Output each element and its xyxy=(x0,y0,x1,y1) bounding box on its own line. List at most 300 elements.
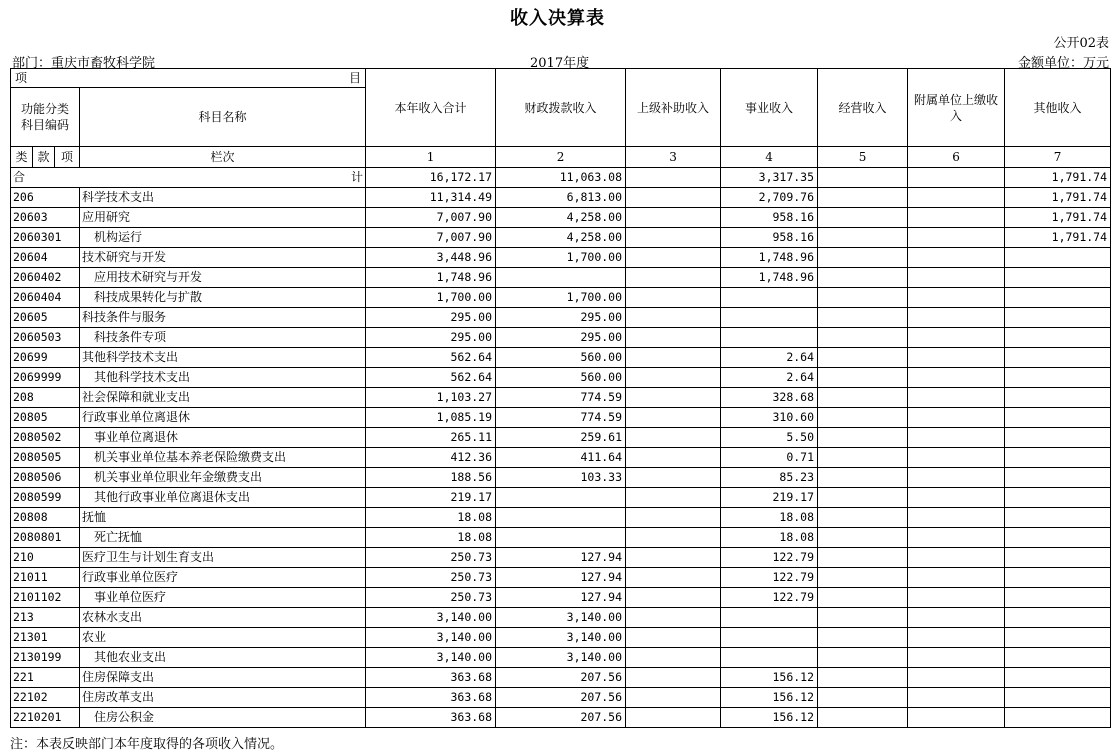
subject-name: 住房公积金 xyxy=(80,708,366,728)
value-cell-col-1: 250.73 xyxy=(366,588,496,608)
subject-name: 技术研究与开发 xyxy=(80,248,366,268)
column-number-row xyxy=(11,147,1111,168)
value-cell-col-1: 18.08 xyxy=(366,528,496,548)
value-cell-col-6 xyxy=(908,288,1005,308)
value-cell-col-1: 250.73 xyxy=(366,548,496,568)
value-cell-col-4: 1,748.96 xyxy=(721,268,818,288)
subject-name: 其他科学技术支出 xyxy=(80,348,366,368)
col-header-3: 上级补助收入 xyxy=(626,69,721,147)
value-cell-col-7 xyxy=(1005,368,1111,388)
total-label xyxy=(11,168,366,188)
value-cell-col-4: 2.64 xyxy=(721,368,818,388)
value-cell-col-3 xyxy=(626,448,721,468)
value-cell-col-4: 156.12 xyxy=(721,668,818,688)
value-cell-col-3 xyxy=(626,248,721,268)
value-cell-col-2: 295.00 xyxy=(496,308,626,328)
value-cell-col-3 xyxy=(626,628,721,648)
value-cell-col-1: 219.17 xyxy=(366,488,496,508)
value-cell-col-6 xyxy=(908,468,1005,488)
subject-code: 2060301 xyxy=(11,228,80,248)
value-cell-col-1: 265.11 xyxy=(366,428,496,448)
subject-code: 20805 xyxy=(11,408,80,428)
subject-name: 事业单位离退休 xyxy=(80,428,366,448)
value-cell-col-5 xyxy=(818,368,908,388)
value-cell-col-7 xyxy=(1005,568,1111,588)
subject-code: 208 xyxy=(11,388,80,408)
value-cell-col-2: 6,813.00 xyxy=(496,188,626,208)
value-cell-col-3 xyxy=(626,468,721,488)
value-cell-col-5 xyxy=(818,328,908,348)
subject-name: 行政事业单位医疗 xyxy=(80,568,366,588)
value-cell-col-6 xyxy=(908,188,1005,208)
value-cell-col-6 xyxy=(908,388,1005,408)
value-cell-col-5 xyxy=(818,408,908,428)
total-value-1: 16,172.17 xyxy=(366,168,496,188)
subject-code: 2080599 xyxy=(11,488,80,508)
value-cell-col-6 xyxy=(908,688,1005,708)
value-cell-col-5 xyxy=(818,508,908,528)
value-cell-col-4: 18.08 xyxy=(721,528,818,548)
subject-code: 2130199 xyxy=(11,648,80,668)
subject-name: 抚恤 xyxy=(80,508,366,528)
col-header-4: 事业收入 xyxy=(721,69,818,147)
subject-name: 机关事业单位职业年金缴费支出 xyxy=(80,468,366,488)
value-cell-col-6 xyxy=(908,408,1005,428)
table-row xyxy=(11,348,1111,368)
value-cell-col-2 xyxy=(496,268,626,288)
value-cell-col-4 xyxy=(721,328,818,348)
department-label: 部门：重庆市畜牧科学院 xyxy=(12,56,156,71)
value-cell-col-4: 958.16 xyxy=(721,228,818,248)
value-cell-col-1: 363.68 xyxy=(366,688,496,708)
value-cell-col-7: 1,791.74 xyxy=(1005,188,1111,208)
col-number-2: 2 xyxy=(496,147,626,168)
value-cell-col-5 xyxy=(818,428,908,448)
value-cell-col-2: 3,140.00 xyxy=(496,648,626,668)
value-cell-col-7 xyxy=(1005,388,1111,408)
value-cell-col-7 xyxy=(1005,488,1111,508)
value-cell-col-6 xyxy=(908,348,1005,368)
table-row xyxy=(11,588,1111,608)
value-cell-col-5 xyxy=(818,188,908,208)
value-cell-col-5 xyxy=(818,248,908,268)
value-cell-col-6 xyxy=(908,328,1005,348)
value-cell-col-6 xyxy=(908,708,1005,728)
value-cell-col-4: 122.79 xyxy=(721,548,818,568)
value-cell-col-1: 18.08 xyxy=(366,508,496,528)
subject-code: 21301 xyxy=(11,628,80,648)
value-cell-col-5 xyxy=(818,548,908,568)
total-value-6 xyxy=(908,168,1005,188)
table-row xyxy=(11,228,1111,248)
subject-name: 机构运行 xyxy=(80,228,366,248)
value-cell-col-2: 295.00 xyxy=(496,328,626,348)
xiangmu-header xyxy=(11,69,366,88)
value-cell-col-4: 2.64 xyxy=(721,348,818,368)
form-number: 公开02表 xyxy=(1053,36,1109,51)
value-cell-col-2: 411.64 xyxy=(496,448,626,468)
value-cell-col-4 xyxy=(721,308,818,328)
value-cell-col-2 xyxy=(496,528,626,548)
value-cell-col-5 xyxy=(818,228,908,248)
subject-code: 22102 xyxy=(11,688,80,708)
year-label: 2017年度 xyxy=(530,56,590,71)
subject-code: 210 xyxy=(11,548,80,568)
value-cell-col-5 xyxy=(818,308,908,328)
value-cell-col-6 xyxy=(908,428,1005,448)
subject-name: 农林水支出 xyxy=(80,608,366,628)
value-cell-col-2: 1,700.00 xyxy=(496,288,626,308)
table-row xyxy=(11,688,1111,708)
value-cell-col-5 xyxy=(818,348,908,368)
col-number-5: 5 xyxy=(818,147,908,168)
total-value-4: 3,317.35 xyxy=(721,168,818,188)
value-cell-col-2: 774.59 xyxy=(496,408,626,428)
value-cell-col-7 xyxy=(1005,268,1111,288)
value-cell-col-1: 250.73 xyxy=(366,568,496,588)
value-cell-col-5 xyxy=(818,388,908,408)
value-cell-col-5 xyxy=(818,448,908,468)
col-header-2: 财政拨款收入 xyxy=(496,69,626,147)
subject-code: 2060402 xyxy=(11,268,80,288)
value-cell-col-3 xyxy=(626,508,721,528)
value-cell-col-4 xyxy=(721,648,818,668)
value-cell-col-3 xyxy=(626,668,721,688)
value-cell-col-2: 259.61 xyxy=(496,428,626,448)
value-cell-col-2: 4,258.00 xyxy=(496,208,626,228)
subject-name: 应用研究 xyxy=(80,208,366,228)
table-row xyxy=(11,568,1111,588)
value-cell-col-4: 18.08 xyxy=(721,508,818,528)
value-cell-col-7 xyxy=(1005,628,1111,648)
value-cell-col-6 xyxy=(908,268,1005,288)
value-cell-col-2: 127.94 xyxy=(496,548,626,568)
value-cell-col-4: 5.50 xyxy=(721,428,818,448)
value-cell-col-2 xyxy=(496,488,626,508)
value-cell-col-3 xyxy=(626,608,721,628)
subject-code: 20603 xyxy=(11,208,80,228)
value-cell-col-7 xyxy=(1005,308,1111,328)
subject-code: 2060503 xyxy=(11,328,80,348)
value-cell-col-3 xyxy=(626,708,721,728)
value-cell-col-7: 1,791.74 xyxy=(1005,208,1111,228)
table-row xyxy=(11,508,1111,528)
value-cell-col-6 xyxy=(908,228,1005,248)
col-number-1: 1 xyxy=(366,147,496,168)
subject-code: 20808 xyxy=(11,508,80,528)
value-cell-col-1: 188.56 xyxy=(366,468,496,488)
subject-name: 科学技术支出 xyxy=(80,188,366,208)
value-cell-col-6 xyxy=(908,568,1005,588)
value-cell-col-3 xyxy=(626,228,721,248)
table-row xyxy=(11,268,1111,288)
subject-name-header: 科目名称 xyxy=(80,88,366,147)
value-cell-col-7 xyxy=(1005,708,1111,728)
value-cell-col-3 xyxy=(626,488,721,508)
subject-name: 机关事业单位基本养老保险缴费支出 xyxy=(80,448,366,468)
subject-code: 2101102 xyxy=(11,588,80,608)
total-value-2: 11,063.08 xyxy=(496,168,626,188)
value-cell-col-7 xyxy=(1005,288,1111,308)
col-number-6: 6 xyxy=(908,147,1005,168)
value-cell-col-6 xyxy=(908,448,1005,468)
value-cell-col-5 xyxy=(818,268,908,288)
subject-name: 行政事业单位离退休 xyxy=(80,408,366,428)
value-cell-col-5 xyxy=(818,628,908,648)
subject-code: 2210201 xyxy=(11,708,80,728)
value-cell-col-7 xyxy=(1005,508,1111,528)
value-cell-col-7 xyxy=(1005,648,1111,668)
value-cell-col-1: 562.64 xyxy=(366,368,496,388)
value-cell-col-3 xyxy=(626,688,721,708)
subject-name: 其他行政事业单位离退休支出 xyxy=(80,488,366,508)
value-cell-col-4: 2,709.76 xyxy=(721,188,818,208)
value-cell-col-4: 156.12 xyxy=(721,688,818,708)
value-cell-col-5 xyxy=(818,688,908,708)
value-cell-col-4: 1,748.96 xyxy=(721,248,818,268)
subject-name: 住房保障支出 xyxy=(80,668,366,688)
value-cell-col-2: 127.94 xyxy=(496,568,626,588)
value-cell-col-1: 562.64 xyxy=(366,348,496,368)
subject-name: 住房改革支出 xyxy=(80,688,366,708)
value-cell-col-7 xyxy=(1005,448,1111,468)
value-cell-col-6 xyxy=(908,648,1005,668)
subject-name: 医疗卫生与计划生育支出 xyxy=(80,548,366,568)
value-cell-col-7 xyxy=(1005,428,1111,448)
subject-code: 20604 xyxy=(11,248,80,268)
value-cell-col-4: 328.68 xyxy=(721,388,818,408)
value-cell-col-5 xyxy=(818,208,908,228)
value-cell-col-1: 7,007.90 xyxy=(366,228,496,248)
value-cell-col-2: 1,700.00 xyxy=(496,248,626,268)
value-cell-col-1: 1,748.96 xyxy=(366,268,496,288)
value-cell-col-3 xyxy=(626,208,721,228)
value-cell-col-7 xyxy=(1005,668,1111,688)
value-cell-col-6 xyxy=(908,608,1005,628)
table-row xyxy=(11,308,1111,328)
value-cell-col-5 xyxy=(818,288,908,308)
value-cell-col-1: 11,314.49 xyxy=(366,188,496,208)
value-cell-col-6 xyxy=(908,588,1005,608)
table-row xyxy=(11,328,1111,348)
value-cell-col-6 xyxy=(908,528,1005,548)
table-row xyxy=(11,368,1111,388)
value-cell-col-1: 1,700.00 xyxy=(366,288,496,308)
table-row xyxy=(11,608,1111,628)
header-row-1 xyxy=(11,69,1111,88)
subject-name: 科技成果转化与扩散 xyxy=(80,288,366,308)
value-cell-col-1: 3,140.00 xyxy=(366,628,496,648)
col-number-7: 7 xyxy=(1005,147,1111,168)
value-cell-col-2: 207.56 xyxy=(496,688,626,708)
subject-code: 206 xyxy=(11,188,80,208)
value-cell-col-5 xyxy=(818,528,908,548)
value-cell-col-1: 295.00 xyxy=(366,308,496,328)
lanci-label: 栏次 xyxy=(80,147,366,168)
table-row xyxy=(11,648,1111,668)
subject-name: 应用技术研究与开发 xyxy=(80,268,366,288)
value-cell-col-5 xyxy=(818,708,908,728)
col-header-7: 其他收入 xyxy=(1005,69,1111,147)
value-cell-col-3 xyxy=(626,588,721,608)
value-cell-col-1: 1,103.27 xyxy=(366,388,496,408)
value-cell-col-3 xyxy=(626,328,721,348)
col-number-4: 4 xyxy=(721,147,818,168)
value-cell-col-3 xyxy=(626,308,721,328)
table-row xyxy=(11,488,1111,508)
table-row xyxy=(11,288,1111,308)
value-cell-col-5 xyxy=(818,608,908,628)
total-value-5 xyxy=(818,168,908,188)
table-row xyxy=(11,408,1111,428)
subject-name: 农业 xyxy=(80,628,366,648)
value-cell-col-7: 1,791.74 xyxy=(1005,228,1111,248)
subject-code: 221 xyxy=(11,668,80,688)
value-cell-col-2: 207.56 xyxy=(496,708,626,728)
table-row xyxy=(11,468,1111,488)
value-cell-col-6 xyxy=(908,368,1005,388)
value-cell-col-2: 560.00 xyxy=(496,348,626,368)
value-cell-col-2 xyxy=(496,508,626,528)
subject-name: 死亡抚恤 xyxy=(80,528,366,548)
value-cell-col-2: 127.94 xyxy=(496,588,626,608)
value-cell-col-2: 4,258.00 xyxy=(496,228,626,248)
value-cell-col-3 xyxy=(626,568,721,588)
value-cell-col-2: 774.59 xyxy=(496,388,626,408)
kuan-header: 款 xyxy=(33,147,55,168)
value-cell-col-4: 85.23 xyxy=(721,468,818,488)
value-cell-col-3 xyxy=(626,428,721,448)
subject-code: 20699 xyxy=(11,348,80,368)
table-row xyxy=(11,188,1111,208)
value-cell-col-7 xyxy=(1005,248,1111,268)
value-cell-col-3 xyxy=(626,188,721,208)
value-cell-col-4: 958.16 xyxy=(721,208,818,228)
total-he: 合 xyxy=(13,170,26,184)
subject-name: 社会保障和就业支出 xyxy=(80,388,366,408)
value-cell-col-7 xyxy=(1005,328,1111,348)
xiang-label: 项 xyxy=(15,71,28,85)
value-cell-col-6 xyxy=(908,668,1005,688)
col-header-1: 本年收入合计 xyxy=(366,69,496,147)
table-row xyxy=(11,448,1111,468)
xiang-header: 项 xyxy=(55,147,80,168)
value-cell-col-3 xyxy=(626,528,721,548)
value-cell-col-5 xyxy=(818,488,908,508)
subject-code: 2080801 xyxy=(11,528,80,548)
lei-header: 类 xyxy=(11,147,33,168)
value-cell-col-1: 7,007.90 xyxy=(366,208,496,228)
value-cell-col-3 xyxy=(626,288,721,308)
value-cell-col-1: 363.68 xyxy=(366,668,496,688)
col-header-6: 附属单位上缴收入 xyxy=(908,69,1005,147)
table-row xyxy=(11,628,1111,648)
income-table xyxy=(10,68,1111,728)
subject-code: 20605 xyxy=(11,308,80,328)
value-cell-col-4 xyxy=(721,288,818,308)
value-cell-col-1: 3,448.96 xyxy=(366,248,496,268)
total-value-3 xyxy=(626,168,721,188)
value-cell-col-6 xyxy=(908,488,1005,508)
value-cell-col-7 xyxy=(1005,348,1111,368)
value-cell-col-2: 3,140.00 xyxy=(496,608,626,628)
subject-code: 21011 xyxy=(11,568,80,588)
table-row xyxy=(11,208,1111,228)
table-row xyxy=(11,428,1111,448)
value-cell-col-1: 412.36 xyxy=(366,448,496,468)
footnote: 注：本表反映部门本年度取得的各项收入情况。 xyxy=(10,737,284,752)
value-cell-col-6 xyxy=(908,548,1005,568)
value-cell-col-6 xyxy=(908,628,1005,648)
subject-name: 科技条件与服务 xyxy=(80,308,366,328)
value-cell-col-4 xyxy=(721,628,818,648)
value-cell-col-7 xyxy=(1005,408,1111,428)
value-cell-col-4: 156.12 xyxy=(721,708,818,728)
total-ji: 计 xyxy=(351,170,364,184)
value-cell-col-3 xyxy=(626,648,721,668)
value-cell-col-4: 122.79 xyxy=(721,588,818,608)
value-cell-col-4 xyxy=(721,608,818,628)
value-cell-col-4: 122.79 xyxy=(721,568,818,588)
value-cell-col-2: 560.00 xyxy=(496,368,626,388)
value-cell-col-1: 295.00 xyxy=(366,328,496,348)
table-row xyxy=(11,708,1111,728)
table-row xyxy=(11,528,1111,548)
value-cell-col-5 xyxy=(818,648,908,668)
total-value-7: 1,791.74 xyxy=(1005,168,1111,188)
value-cell-col-7 xyxy=(1005,608,1111,628)
table-row xyxy=(11,388,1111,408)
col-header-5: 经营收入 xyxy=(818,69,908,147)
table-row xyxy=(11,668,1111,688)
value-cell-col-1: 3,140.00 xyxy=(366,648,496,668)
value-cell-col-4: 219.17 xyxy=(721,488,818,508)
total-row xyxy=(11,168,1111,188)
value-cell-col-3 xyxy=(626,268,721,288)
subject-name: 科技条件专项 xyxy=(80,328,366,348)
report-title: 收入决算表 xyxy=(510,8,605,29)
col-number-3: 3 xyxy=(626,147,721,168)
func-code-header: 功能分类 科目编码 xyxy=(11,88,80,147)
mu-label: 目 xyxy=(349,71,362,85)
value-cell-col-7 xyxy=(1005,548,1111,568)
subject-code: 2080502 xyxy=(11,428,80,448)
subject-code: 2080505 xyxy=(11,448,80,468)
value-cell-col-7 xyxy=(1005,528,1111,548)
value-cell-col-7 xyxy=(1005,688,1111,708)
value-cell-col-5 xyxy=(818,668,908,688)
value-cell-col-7 xyxy=(1005,468,1111,488)
subject-code: 2069999 xyxy=(11,368,80,388)
value-cell-col-3 xyxy=(626,348,721,368)
value-cell-col-6 xyxy=(908,508,1005,528)
value-cell-col-4: 0.71 xyxy=(721,448,818,468)
subject-name: 其他科学技术支出 xyxy=(80,368,366,388)
value-cell-col-3 xyxy=(626,408,721,428)
unit-label: 金额单位：万元 xyxy=(1017,56,1109,71)
subject-code: 213 xyxy=(11,608,80,628)
value-cell-col-1: 3,140.00 xyxy=(366,608,496,628)
value-cell-col-2: 207.56 xyxy=(496,668,626,688)
table-row xyxy=(11,248,1111,268)
value-cell-col-2: 103.33 xyxy=(496,468,626,488)
value-cell-col-3 xyxy=(626,548,721,568)
subject-name: 事业单位医疗 xyxy=(80,588,366,608)
value-cell-col-5 xyxy=(818,588,908,608)
value-cell-col-3 xyxy=(626,368,721,388)
value-cell-col-6 xyxy=(908,308,1005,328)
subject-code: 2080506 xyxy=(11,468,80,488)
